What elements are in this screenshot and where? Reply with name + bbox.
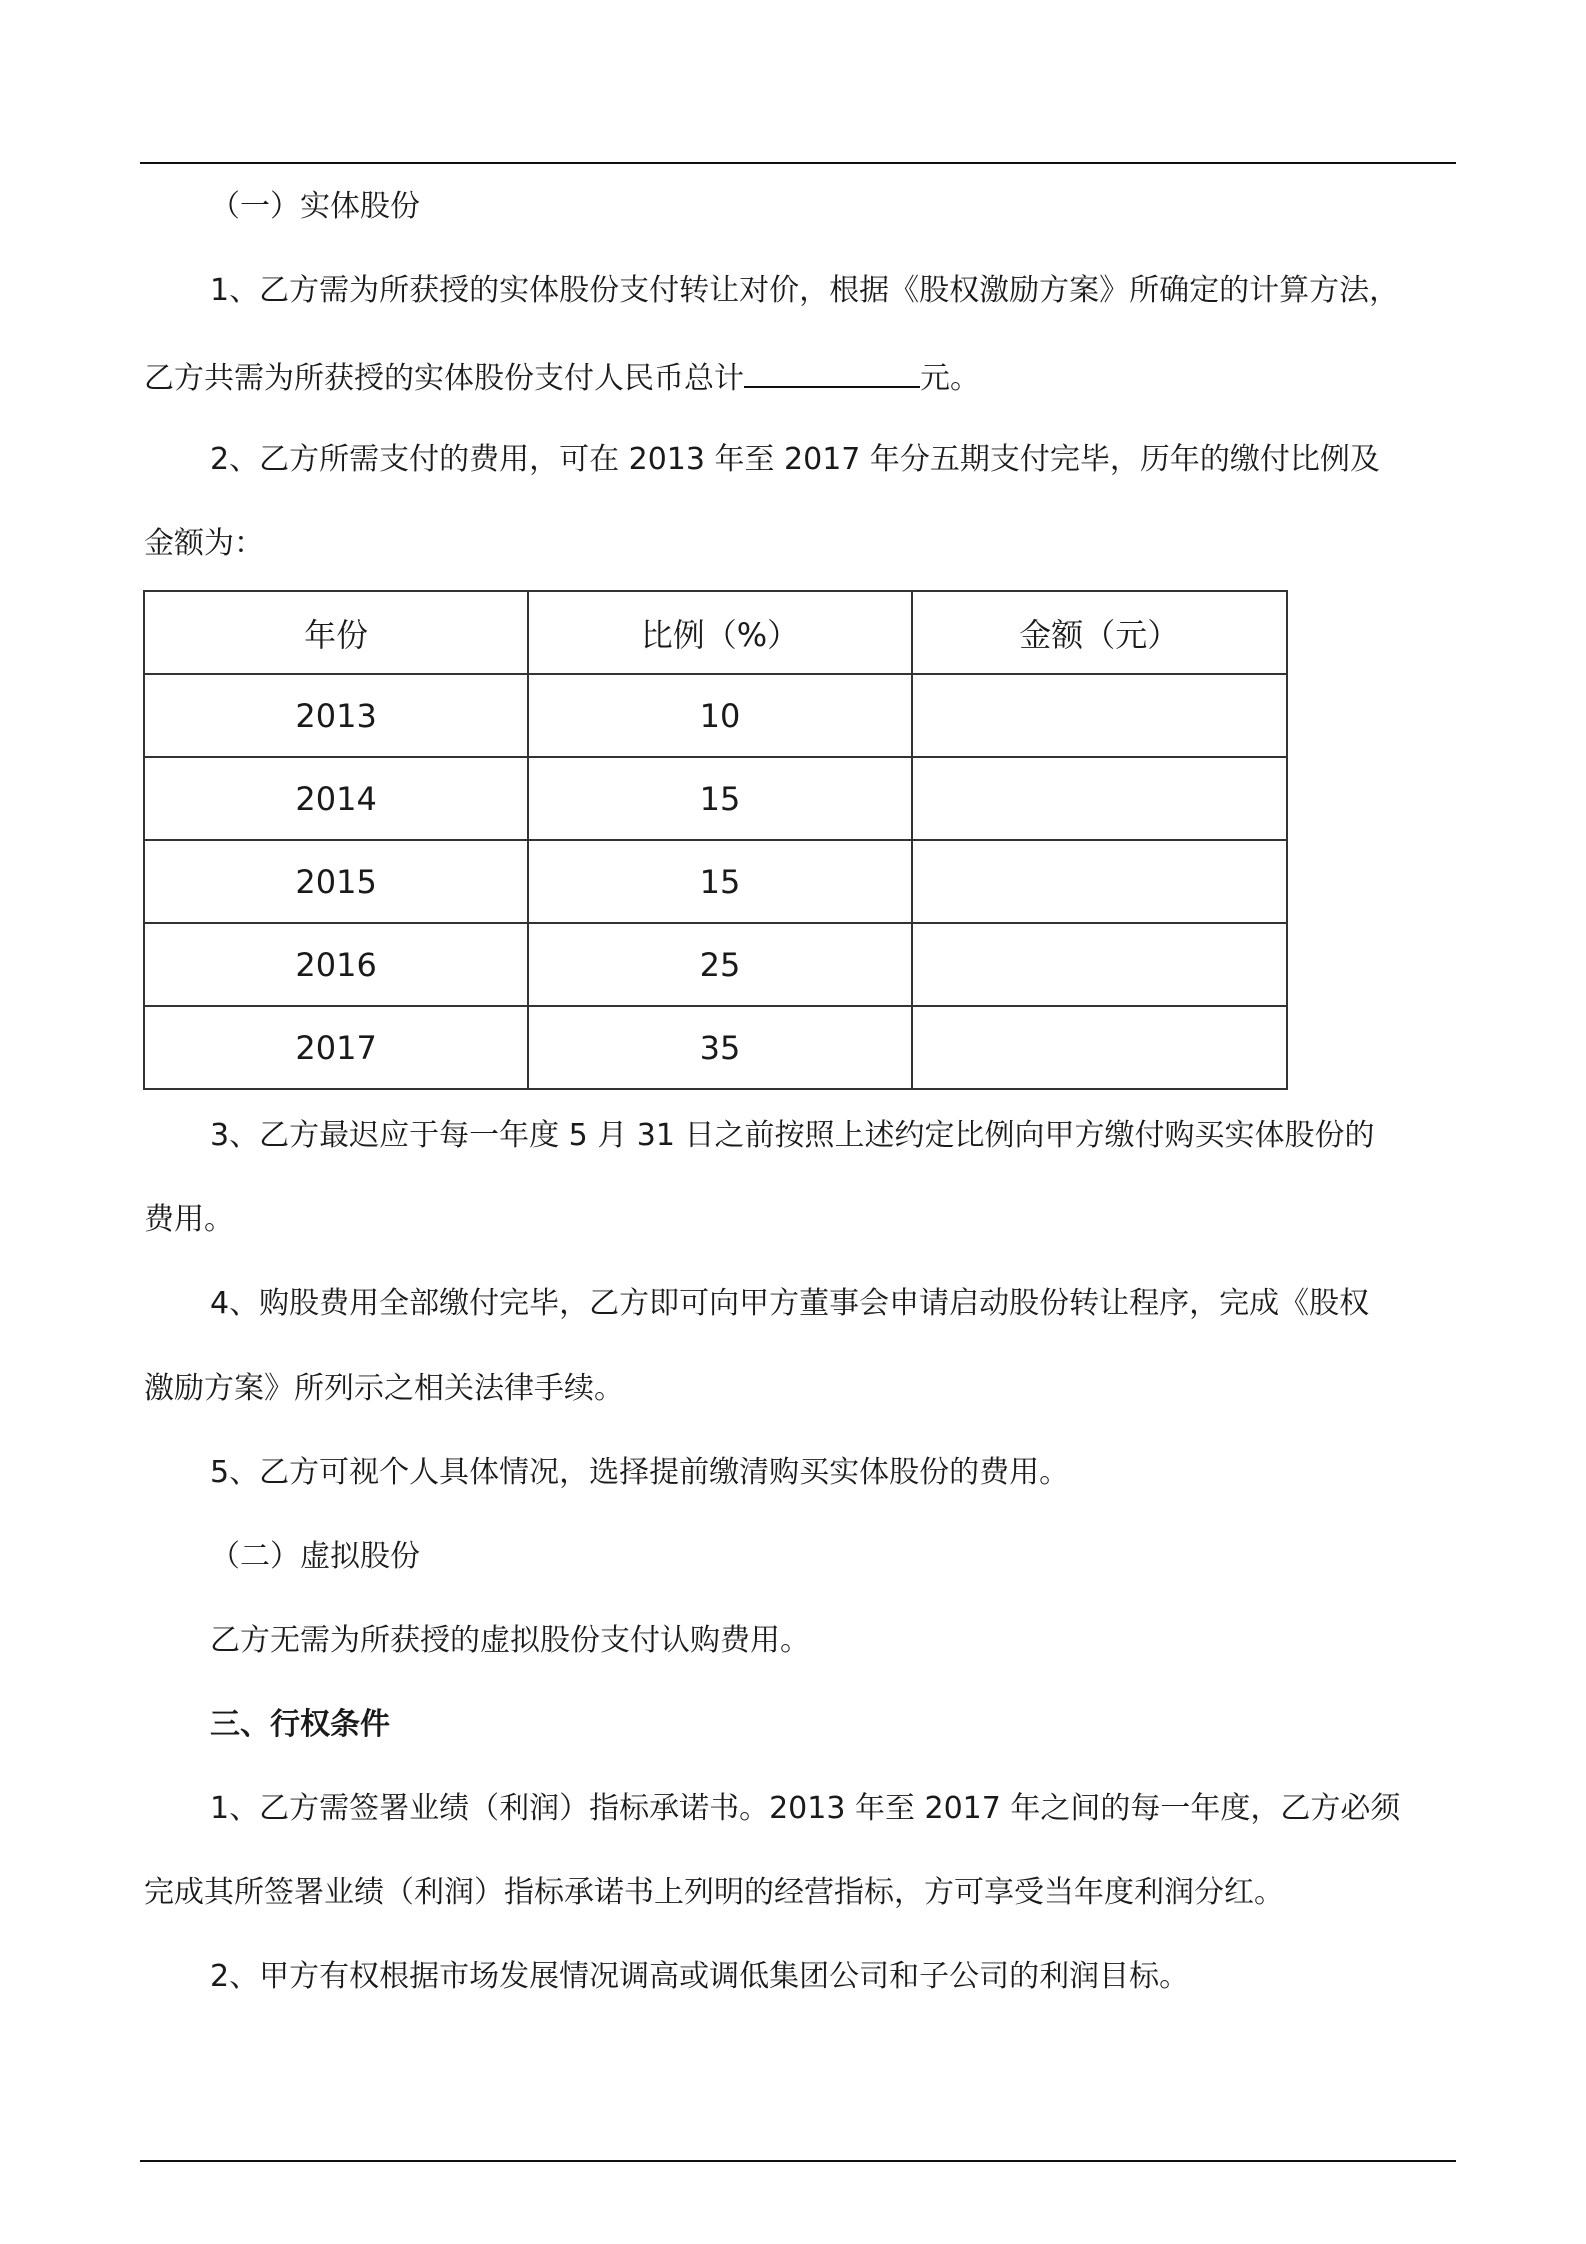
- cell-amount: [912, 1006, 1287, 1089]
- exercise-paragraph-1-line-1: 1、乙方需签署业绩（利润）指标承诺书。2013 年至 2017 年之间的每一年度，乙方必须: [210, 1791, 1401, 1826]
- cell-ratio: 35: [528, 1006, 911, 1089]
- cell-year: 2017: [144, 1006, 528, 1089]
- table-row: [144, 923, 1287, 1006]
- table-row: [144, 1006, 1287, 1089]
- cell-year: 2013: [144, 674, 528, 757]
- paragraph-2-line-1: 2、乙方所需支付的费用，可在 2013 年至 2017 年分五期支付完毕，历年的缴付比例及: [210, 442, 1380, 477]
- header-amount: 金额（元）: [912, 591, 1287, 674]
- paragraph-3-line-1: 3、乙方最迟应于每一年度 5 月 31 日之前按照上述约定比例向甲方缴付购买实体股份的: [210, 1118, 1375, 1153]
- cell-amount: [912, 674, 1287, 757]
- cell-year: 2015: [144, 840, 528, 923]
- header-year: 年份: [144, 591, 528, 674]
- cell-ratio: 10: [528, 674, 911, 757]
- section-heading-virtual-shares: （二）虚拟股份: [210, 1539, 420, 1574]
- paragraph-1-line-2-text: 乙方共需为所获授的实体股份支付人民币总计: [144, 361, 744, 396]
- cell-ratio: 25: [528, 923, 911, 1006]
- footer-rule: [140, 2160, 1456, 2162]
- exercise-paragraph-1-line-2: 完成其所签署业绩（利润）指标承诺书上列明的经营指标，方可享受当年度利润分红。: [144, 1875, 1284, 1910]
- virtual-shares-paragraph: 乙方无需为所获授的虚拟股份支付认购费用。: [210, 1623, 810, 1658]
- paragraph-4-line-1: 4、购股费用全部缴付完毕，乙方即可向甲方董事会申请启动股份转让程序，完成《股权: [210, 1286, 1370, 1321]
- paragraph-1-line-2-suffix: 元。: [920, 361, 980, 396]
- header-rule: [140, 162, 1456, 164]
- table-row: [144, 674, 1287, 757]
- paragraph-1-line-2: [144, 356, 980, 399]
- paragraph-5: 5、乙方可视个人具体情况，选择提前缴清购买实体股份的费用。: [210, 1455, 1070, 1490]
- amount-blank: [744, 356, 920, 388]
- table-row: [144, 757, 1287, 840]
- section-heading-exercise-conditions: 三、行权条件: [210, 1707, 390, 1742]
- section-heading-physical-shares: （一）实体股份: [210, 189, 420, 224]
- cell-amount: [912, 757, 1287, 840]
- cell-amount: [912, 923, 1287, 1006]
- cell-year: 2014: [144, 757, 528, 840]
- table-header-row: [144, 591, 1287, 674]
- paragraph-1-line-1: 1、乙方需为所获授的实体股份支付转让对价，根据《股权激励方案》所确定的计算方法，: [210, 273, 1400, 308]
- exercise-paragraph-2: 2、甲方有权根据市场发展情况调高或调低集团公司和子公司的利润目标。: [210, 1959, 1190, 1994]
- header-ratio: 比例（%）: [528, 591, 911, 674]
- cell-year: 2016: [144, 923, 528, 1006]
- cell-amount: [912, 840, 1287, 923]
- paragraph-4-line-2: 激励方案》所列示之相关法律手续。: [144, 1371, 624, 1406]
- cell-ratio: 15: [528, 757, 911, 840]
- table-row: [144, 840, 1287, 923]
- paragraph-2-line-2: 金额为：: [144, 526, 264, 561]
- cell-ratio: 15: [528, 840, 911, 923]
- payment-schedule-table: [143, 590, 1288, 1090]
- paragraph-3-line-2: 费用。: [144, 1202, 234, 1237]
